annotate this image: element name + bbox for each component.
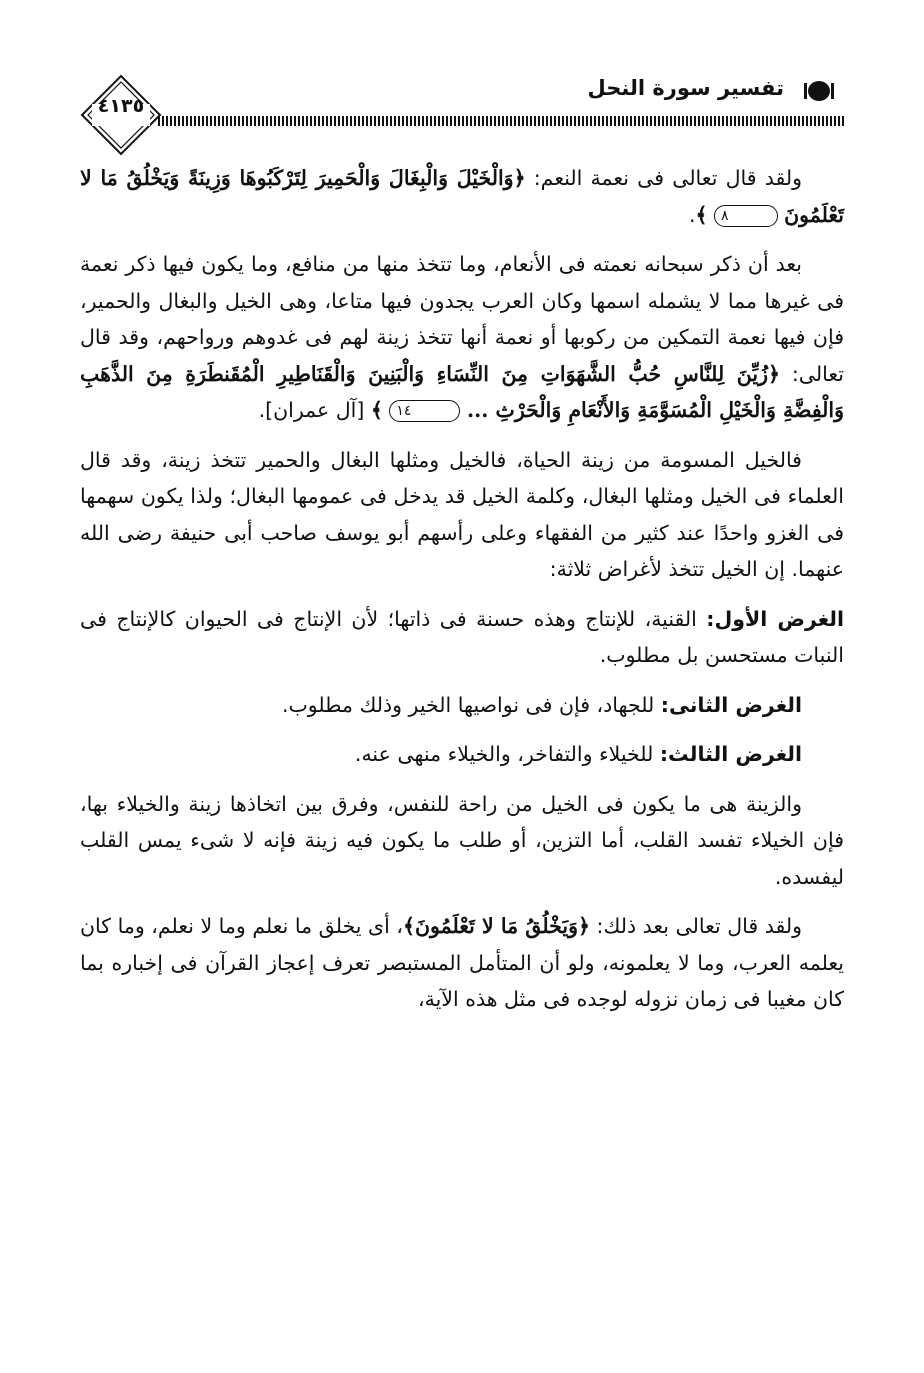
quran-bracket-close: ﴾ (402, 914, 415, 938)
paragraph-2 (80, 246, 844, 429)
purpose-term: الغرض الثالث: (659, 742, 802, 766)
purpose-term: الغرض الثانى: (660, 692, 802, 717)
quran-verse: وَالْخَيْلَ وَالْبِغَالَ وَالْحَمِيرَ لِتَرْكَبُوهَا وَزِينَةً وَيَخْلُقُ مَا لا تَعْلَمُونَ (80, 166, 844, 227)
ornament-icon (802, 78, 836, 104)
paragraph-tail: . (688, 202, 696, 227)
paragraph-text: فالخيل المسومة من زينة الحياة، فالخيل ومثلها البغال والحمير تتخذ زينة، وقد قال العلماء فى الخيل ومثلها البغال، وكلمة الخيل قد يدخل فى عمومها البغال؛ ولذا يكون سهمها فى الغزو واحدًا عند كثير من الفقهاء وعلى رأسهم أبو يوسف صاحب أبى حنيفة رضى الله عنهما. إن الخيل تتخذ لأغراض ثلاثة: (80, 447, 844, 581)
paragraph-text: للخيلاء والتفاخر، والخيلاء منهى عنه. (354, 742, 660, 766)
purpose-term: الغرض الأول: (706, 606, 844, 631)
header-rule (158, 116, 844, 126)
paragraph-7 (80, 786, 844, 896)
paragraph-text: والزينة هى ما يكون فى الخيل من راحة للنفس، وفرق بين اتخاذها زينة والخيلاء بها، فإن الخيلاء تفسد القلب، أما التزين، أو طلب ما يكون فيه زينة فإنه لا شىء يمس القلب ليفسده. (80, 791, 844, 889)
quran-bracket-close: ﴾ (695, 202, 708, 227)
running-head: تفسير سورة النحل (587, 76, 784, 100)
paragraph-8 (80, 908, 844, 1018)
paragraph-1 (80, 160, 844, 233)
paragraph-tail: ، أى يخلق ما نعلم وما لا نعلم، وما كان يعلمه العرب، وما لا يعلمونه، ولو أن المتأمل المستبصر تعرف إعجاز القرآن فى إخباره بما كان مغيبا فى زمان نزوله لوجده فى مثل هذه الآية، (80, 914, 844, 1011)
body-text (80, 160, 844, 1031)
paragraph-text: للجهاد، فإن فى نواصيها الخير وذلك مطلوب. (281, 692, 661, 717)
verse-number-marker: ١٤ (389, 400, 460, 422)
quran-bracket-open: ﴿ (513, 166, 526, 190)
paragraph-text: القنية، للإنتاج وهذه حسنة فى ذاتها؛ لأن الإنتاج فى الحيوان كالإنتاج فى النبات مستحسن بل مطلوب. (80, 606, 844, 667)
paragraph-3 (80, 442, 844, 588)
quran-verse: وَيَخْلُقُ مَا لا تَعْلَمُونَ (414, 914, 578, 938)
quran-verse: زُيِّنَ لِلنَّاسِ حُبُّ الشَّهَوَاتِ مِنَ النِّسَاءِ وَالْبَنِينَ وَالْقَنَاطِيرِ الْمُقَنطَرَةِ مِنَ الذَّهَبِ وَالْفِضَّةِ وَالْخَيْلِ الْمُسَوَّمَةِ وَالأَنْعَامِ وَالْحَرْثِ ... (80, 361, 844, 422)
quran-bracket-open: ﴿ (767, 361, 780, 386)
paragraph-purpose-3 (80, 736, 844, 773)
paragraph-purpose-1 (80, 601, 844, 674)
paragraph-intro: ولقد قال تعالى بعد ذلك: (590, 914, 803, 938)
quran-bracket-open: ﴿ (577, 914, 590, 938)
quran-bracket-close: ﴾ (370, 398, 383, 422)
paragraph-purpose-2 (80, 687, 844, 724)
paragraph-intro: بعد أن ذكر سبحانه نعمته فى الأنعام، وما تتخذ منها من منافع، وما يكون فيها ذكر نعمة فى غيرها مما لا يشمله اسمها وكان العرب يجدون فيها متاعا، وهى الخيل والبغال والحمير، فإن فيها نعمة التمكين من ركوبها أو نعمة أنها تتخذ زينة لهم فى غدوهم ورواحهم، وقد قال تعالى: (80, 252, 844, 386)
paragraph-tail: [آل عمران]. (258, 398, 371, 422)
paragraph-intro: ولقد قال تعالى فى نعمة النعم: (525, 166, 802, 190)
page-header (80, 60, 844, 160)
verse-number-marker: ٨ (714, 205, 778, 227)
page-number: ٤١٣٥ (97, 95, 145, 117)
